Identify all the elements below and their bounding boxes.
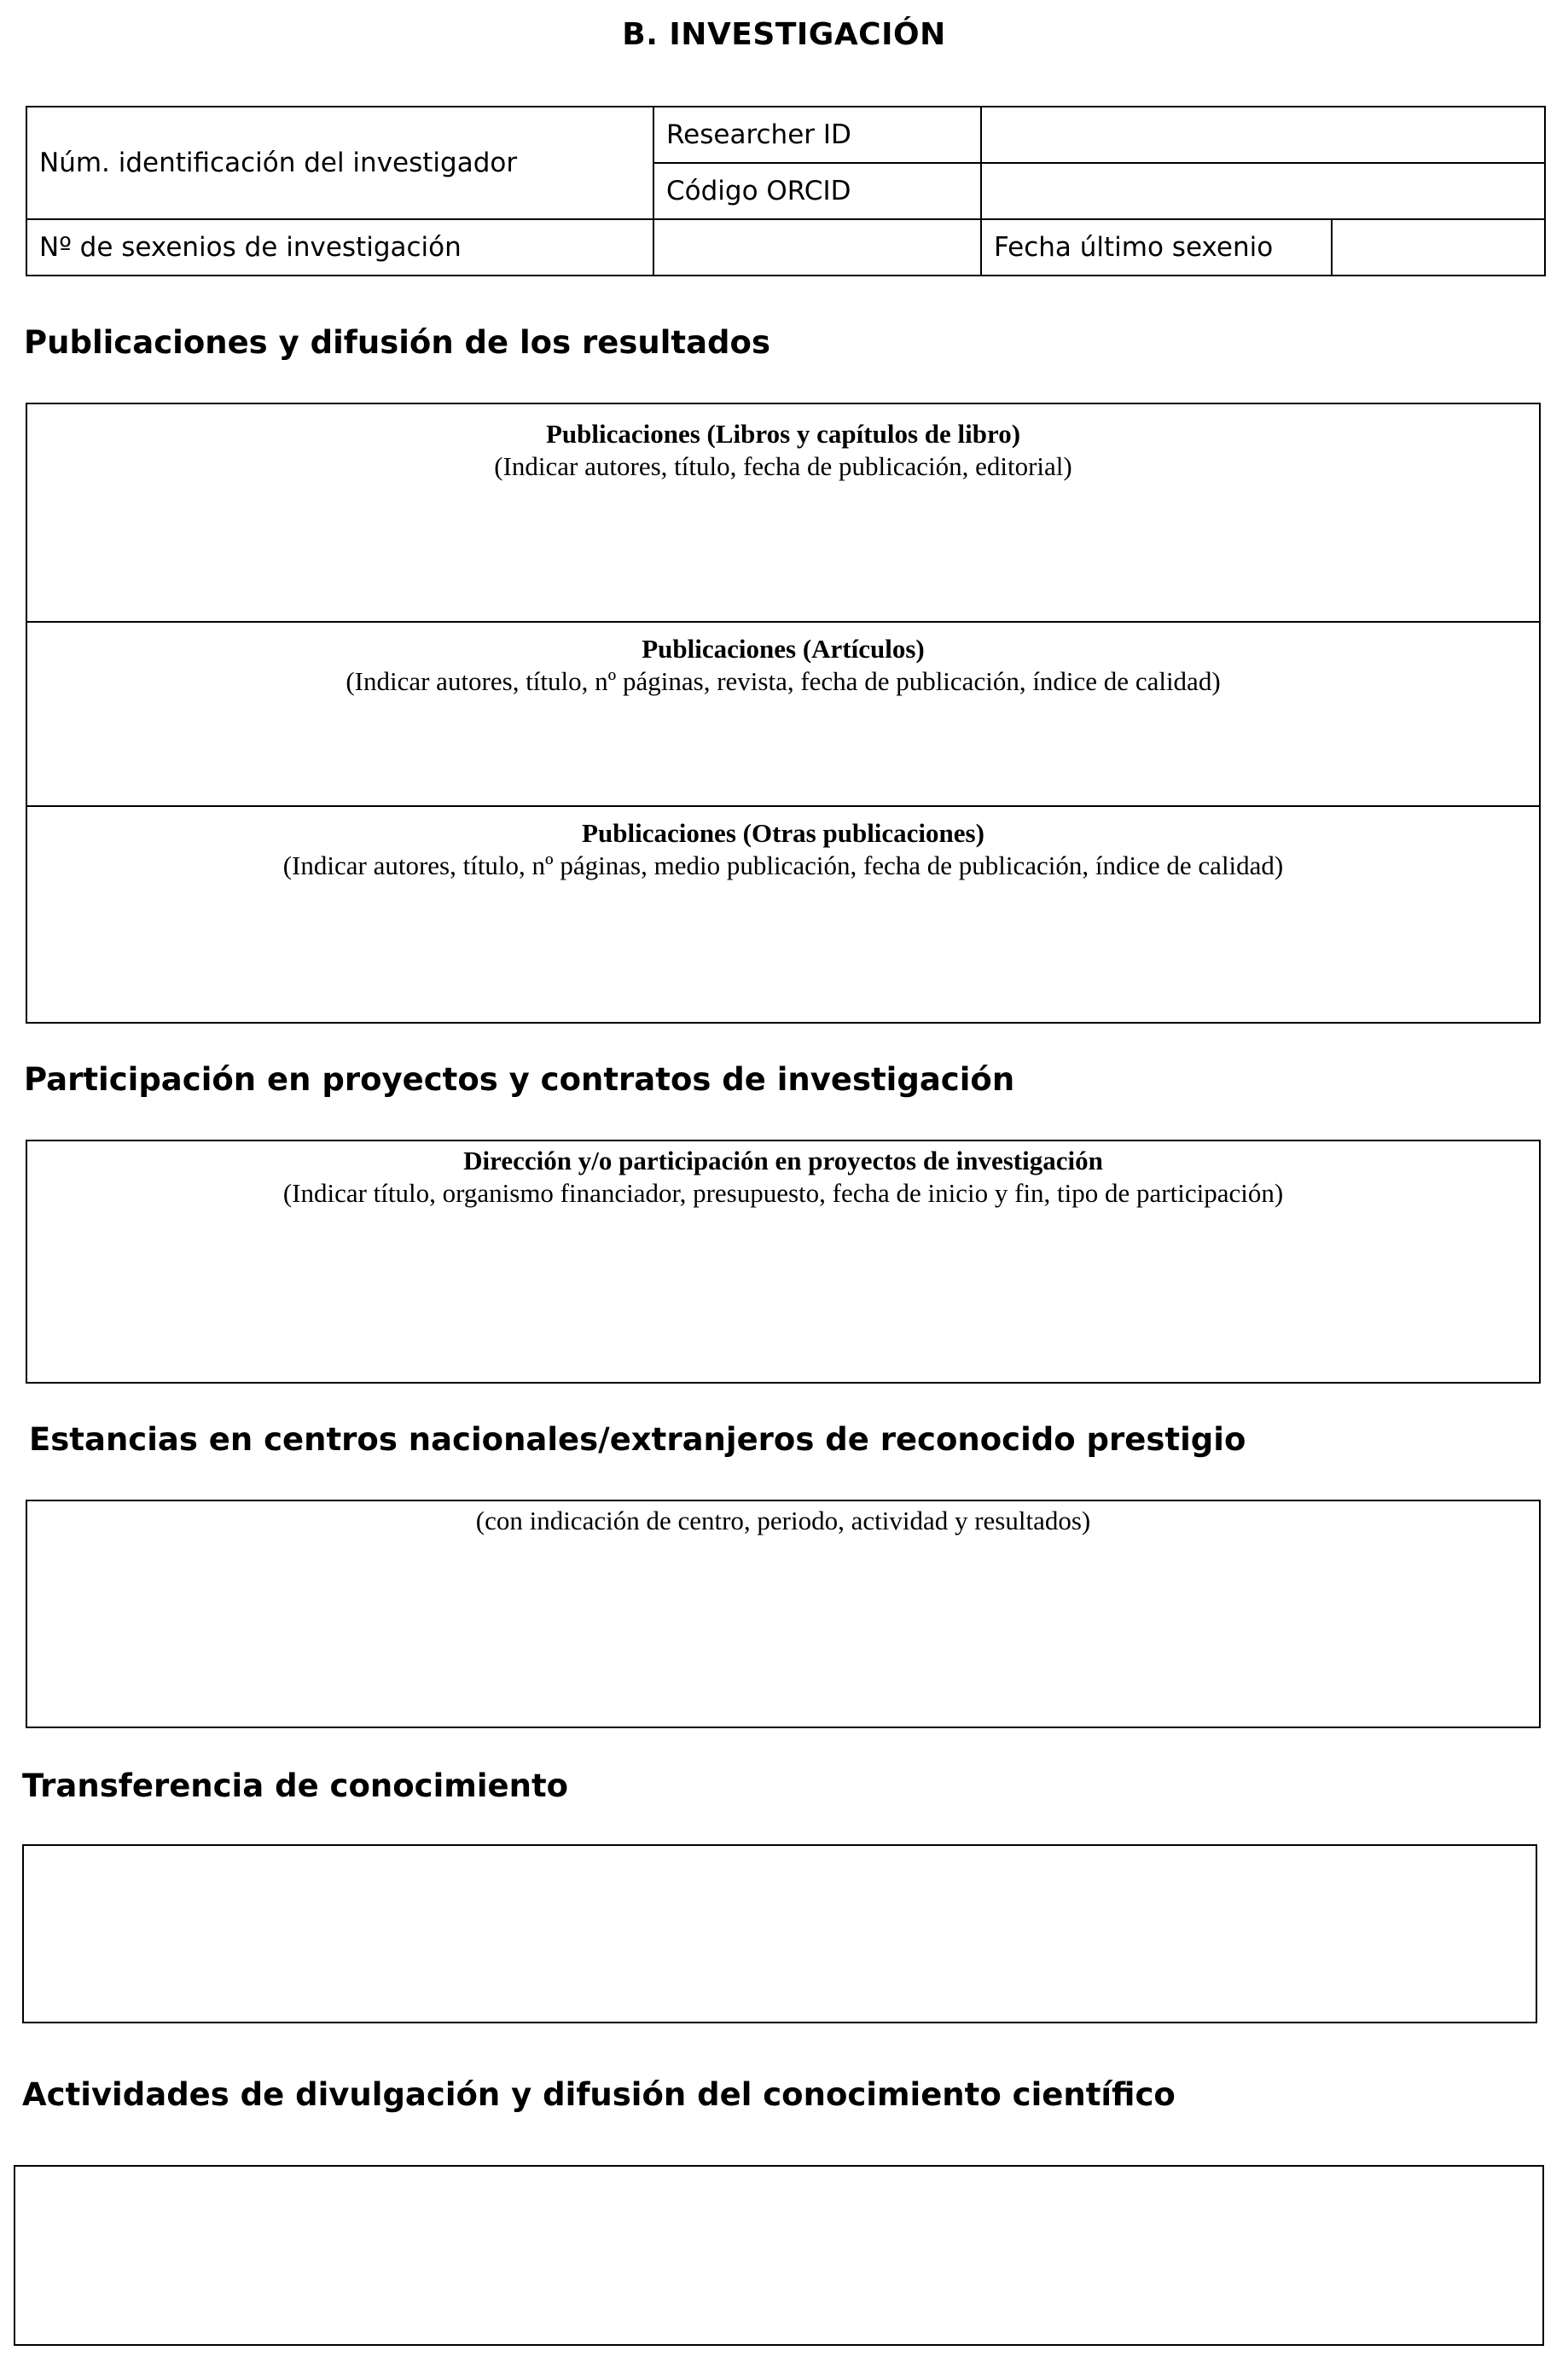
otras-publicaciones-title: Publicaciones (Otras publicaciones) xyxy=(582,818,984,848)
orcid-field[interactable] xyxy=(982,164,1544,218)
estancias-box[interactable] xyxy=(26,1500,1541,1728)
publicaciones-box xyxy=(26,403,1541,1024)
articulos-field[interactable] xyxy=(27,633,1539,804)
articulos-subtitle: (Indicar autores, título, nº páginas, revista, fecha de publicación, índice de calidad) xyxy=(346,666,1221,696)
divulgacion-box[interactable] xyxy=(14,2165,1544,2346)
libros-subtitle: (Indicar autores, título, fecha de publicación, editorial) xyxy=(494,451,1072,481)
libros-field[interactable] xyxy=(27,418,1539,619)
sexenios-field[interactable] xyxy=(654,220,980,275)
fecha-ultimo-sexenio-field[interactable] xyxy=(1333,220,1544,275)
sexenios-label: Nº de sexenios de investigación xyxy=(39,232,462,263)
proyectos-title: Dirección y/o participación en proyectos de investigación xyxy=(463,1146,1103,1175)
page-title: B. INVESTIGACIÓN xyxy=(622,17,946,52)
transferencia-heading: Transferencia de conocimiento xyxy=(22,1767,569,1804)
estancias-heading: Estancias en centros nacionales/extranjeros de reconocido prestigio xyxy=(29,1421,1246,1458)
researcher-identification-label: Núm. identificación del investigador xyxy=(39,148,518,178)
estancias-subtitle: (con indicación de centro, periodo, actividad y resultados) xyxy=(475,1506,1091,1535)
divulgacion-heading: Actividades de divulgación y difusión del conocimiento científico xyxy=(22,2076,1176,2113)
transferencia-box[interactable] xyxy=(22,1844,1537,2023)
proyectos-heading: Participación en proyectos y contratos de investigación xyxy=(24,1061,1015,1098)
orcid-label: Código ORCID xyxy=(666,176,851,206)
fecha-ultimo-sexenio-label: Fecha último sexenio xyxy=(994,232,1274,263)
proyectos-subtitle: (Indicar título, organismo financiador, presupuesto, fecha de inicio y fin, tipo de participación) xyxy=(282,1178,1284,1208)
proyectos-box[interactable] xyxy=(26,1140,1541,1384)
researcher-id-table xyxy=(26,106,1546,276)
researcher-id-label: Researcher ID xyxy=(666,119,851,150)
publicaciones-heading: Publicaciones y difusión de los resultados xyxy=(24,324,770,361)
articulos-title: Publicaciones (Artículos) xyxy=(642,634,925,664)
researcher-id-field[interactable] xyxy=(982,107,1544,162)
otras-publicaciones-subtitle: (Indicar autores, título, nº páginas, medio publicación, fecha de publicación, índice de calidad) xyxy=(282,850,1284,880)
otras-publicaciones-field[interactable] xyxy=(27,817,1539,1022)
libros-title: Publicaciones (Libros y capítulos de libro) xyxy=(545,419,1021,449)
